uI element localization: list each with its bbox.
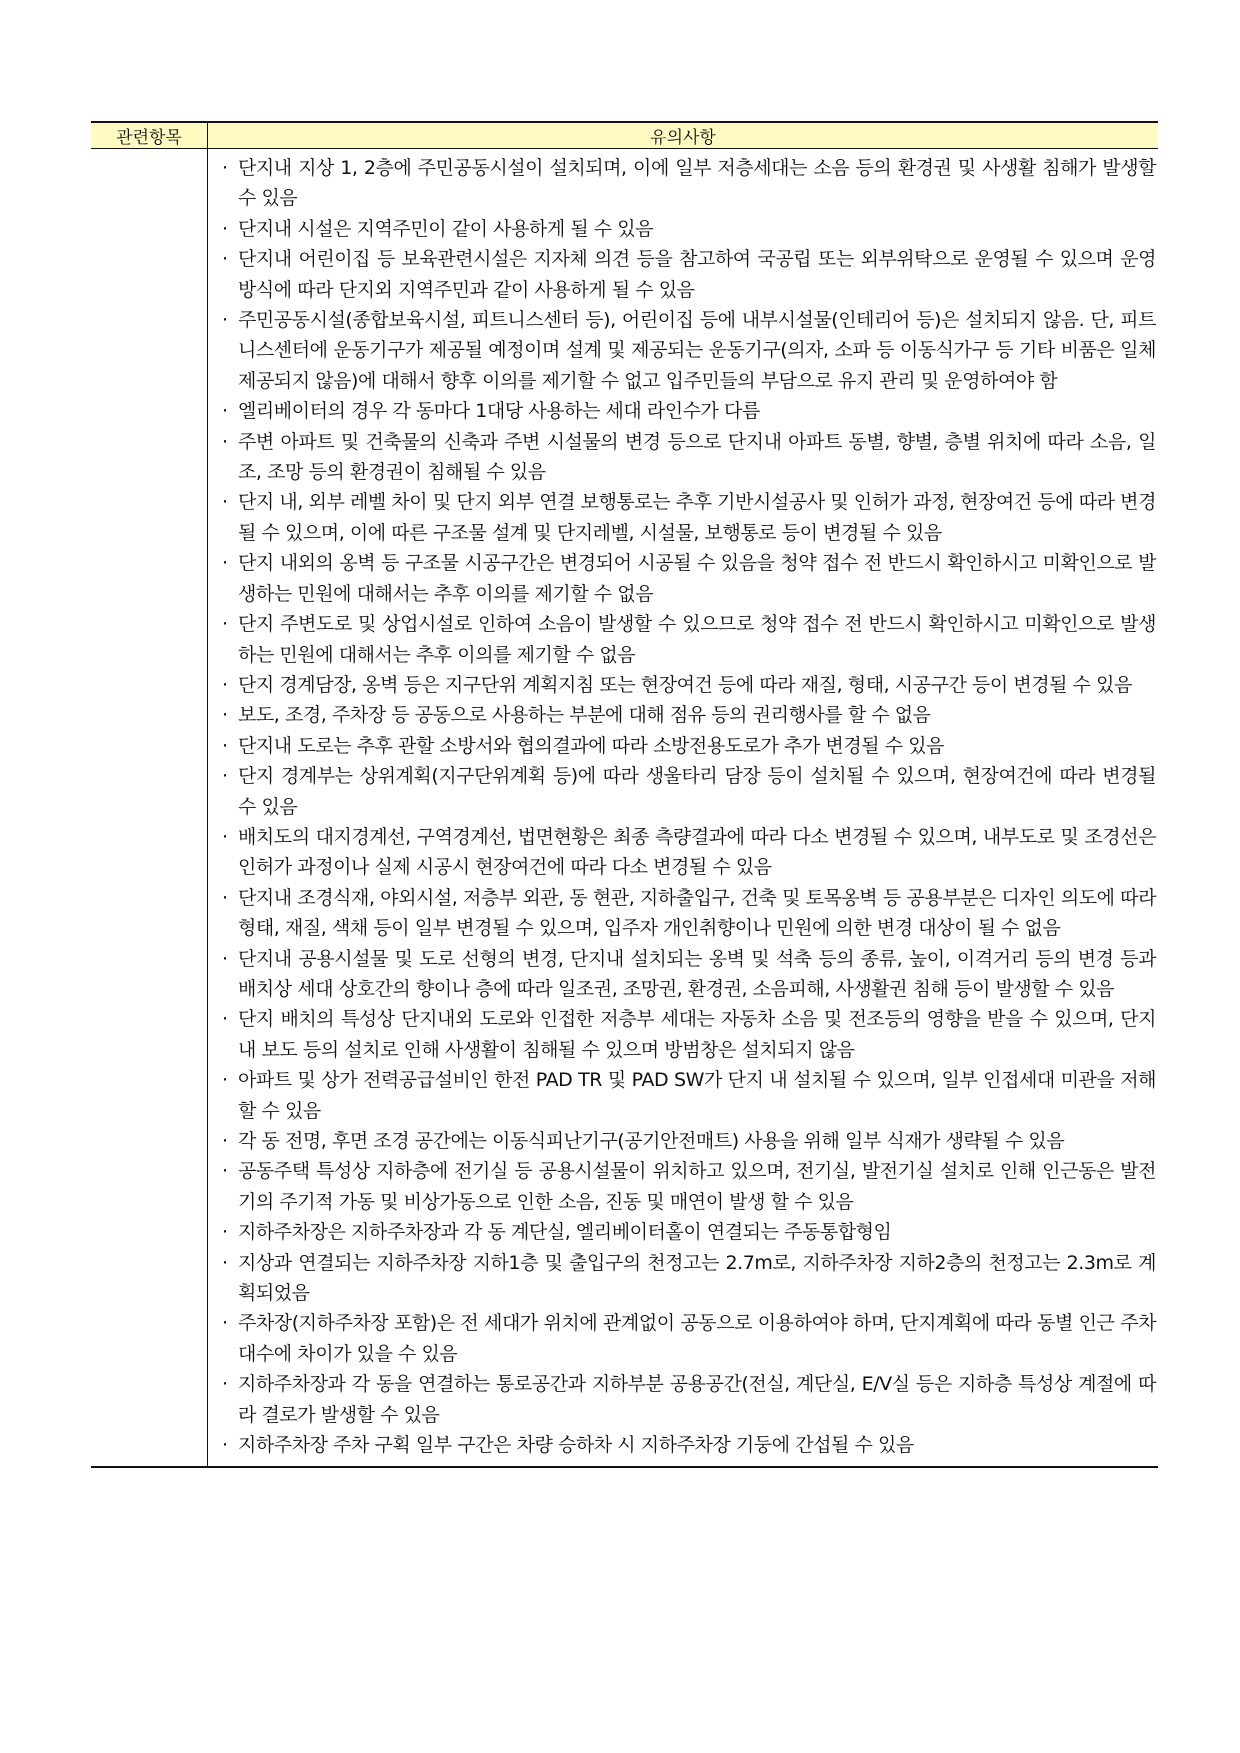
table-header-row	[91, 122, 1158, 149]
note-item: · 지상과 연결되는 지하주차장 지하1층 및 출입구의 천정고는 2.7m로, 지하주차장 지하2층의 천정고는 2.3m로 계획되었음	[222, 1248, 1156, 1309]
note-item: · 주민공동시설(종합보육시설, 피트니스센터 등), 어린이집 등에 내부시설물(인테리어 등)은 설치되지 않음. 단, 피트니스센터에 운동기구가 제공될 예정이며 설계 및 제공되는 운동기구(의자, 소파 등 이동식가구 등 기타 비품은 일체 제공되지 않음)에 대해서 향후 이의를 제기할 수 없고 입주민들의 부담으로 유지 관리 및 운영하여야 함	[222, 305, 1156, 396]
notice-table	[91, 121, 1158, 1468]
note-item: · 단지내 공용시설물 및 도로 선형의 변경, 단지내 설치되는 옹벽 및 석축 등의 종류, 높이, 이격거리 등의 변경 등과 배치상 세대 상호간의 향이나 층에 따라 일조권, 조망권, 환경권, 소음피해, 사생활권 침해 등이 발생할 수 있음	[222, 944, 1156, 1005]
note-item: · 엘리베이터의 경우 각 동마다 1대당 사용하는 세대 라인수가 다름	[222, 396, 1156, 426]
header-related-item: 관련항목	[91, 122, 208, 149]
note-item: · 주차장(지하주차장 포함)은 전 세대가 위치에 관계없이 공동으로 이용하여야 하며, 단지계획에 따라 동별 인근 주차대수에 차이가 있을 수 있음	[222, 1308, 1156, 1369]
notes-list	[222, 153, 1156, 1460]
note-item: · 보도, 조경, 주차장 등 공동으로 사용하는 부분에 대해 점유 등의 권리행사를 할 수 없음	[222, 700, 1156, 730]
note-item: · 단지내 조경식재, 야외시설, 저층부 외관, 동 현관, 지하출입구, 건축 및 토목옹벽 등 공용부분은 디자인 의도에 따라 형태, 재질, 색채 등이 일부 변경될 수 있으며, 입주자 개인취향이나 민원에 의한 변경 대상이 될 수 없음	[222, 883, 1156, 944]
note-item: · 각 동 전명, 후면 조경 공간에는 이동식피난기구(공기안전매트) 사용을 위해 일부 식재가 생략될 수 있음	[222, 1126, 1156, 1156]
note-item: · 단지 주변도로 및 상업시설로 인하여 소음이 발생할 수 있으므로 청약 접수 전 반드시 확인하시고 미확인으로 발생하는 민원에 대해서는 추후 이의를 제기할 수 없음	[222, 609, 1156, 670]
note-item: · 배치도의 대지경계선, 구역경계선, 법면현황은 최종 측량결과에 따라 다소 변경될 수 있으며, 내부도로 및 조경선은 인허가 과정이나 실제 시공시 현장여건에 따라 다소 변경될 수 있음	[222, 822, 1156, 883]
table-row	[91, 149, 1158, 1468]
note-item: · 단지 경계담장, 옹벽 등은 지구단위 계획지침 또는 현장여건 등에 따라 재질, 형태, 시공구간 등이 변경될 수 있음	[222, 670, 1156, 700]
note-item: · 단지내 지상 1, 2층에 주민공동시설이 설치되며, 이에 일부 저층세대는 소음 등의 환경권 및 사생활 침해가 발생할 수 있음	[222, 153, 1156, 214]
note-item: · 단지 배치의 특성상 단지내외 도로와 인접한 저층부 세대는 자동차 소음 및 전조등의 영향을 받을 수 있으며, 단지내 보도 등의 설치로 인해 사생활이 침해될 수 있으며 방범창은 설치되지 않음	[222, 1004, 1156, 1065]
note-item: · 지하주차장은 지하주차장과 각 동 계단실, 엘리베이터홀이 연결되는 주동통합형임	[222, 1217, 1156, 1247]
note-item: · 공동주택 특성상 지하층에 전기실 등 공용시설물이 위치하고 있으며, 전기실, 발전기실 설치로 인해 인근동은 발전기의 주기적 가동 및 비상가동으로 인한 소음, 진동 및 매연이 발생 할 수 있음	[222, 1156, 1156, 1217]
note-item: · 지하주차장 주차 구획 일부 구간은 차량 승하차 시 지하주차장 기둥에 간섭될 수 있음	[222, 1430, 1156, 1460]
notes-cell	[208, 149, 1159, 1468]
note-item: · 단지 내, 외부 레벨 차이 및 단지 외부 연결 보행통로는 추후 기반시설공사 및 인허가 과정, 현장여건 등에 따라 변경될 수 있으며, 이에 따른 구조물 설계 및 단지레벨, 시설물, 보행통로 등이 변경될 수 있음	[222, 487, 1156, 548]
note-item: · 단지내 어린이집 등 보육관련시설은 지자체 의견 등을 참고하여 국공립 또는 외부위탁으로 운영될 수 있으며 운영방식에 따라 단지외 지역주민과 같이 사용하게 될 수 있음	[222, 244, 1156, 305]
header-precautions: 유의사항	[208, 122, 1159, 149]
related-item-cell	[91, 149, 208, 1468]
note-item: · 단지 경계부는 상위계획(지구단위계획 등)에 따라 생울타리 담장 등이 설치될 수 있으며, 현장여건에 따라 변경될 수 있음	[222, 761, 1156, 822]
note-item: · 단지 내외의 옹벽 등 구조물 시공구간은 변경되어 시공될 수 있음을 청약 접수 전 반드시 확인하시고 미확인으로 발생하는 민원에 대해서는 추후 이의를 제기할 수 없음	[222, 548, 1156, 609]
note-item: · 주변 아파트 및 건축물의 신축과 주변 시설물의 변경 등으로 단지내 아파트 동별, 향별, 층별 위치에 따라 소음, 일조, 조망 등의 환경권이 침해될 수 있음	[222, 427, 1156, 488]
note-item: · 단지내 도로는 추후 관할 소방서와 협의결과에 따라 소방전용도로가 추가 변경될 수 있음	[222, 731, 1156, 761]
note-item: · 아파트 및 상가 전력공급설비인 한전 PAD TR 및 PAD SW가 단지 내 설치될 수 있으며, 일부 인접세대 미관을 저해할 수 있음	[222, 1065, 1156, 1126]
note-item: · 단지내 시설은 지역주민이 같이 사용하게 될 수 있음	[222, 214, 1156, 244]
note-item: · 지하주차장과 각 동을 연결하는 통로공간과 지하부분 공용공간(전실, 계단실, E/V실 등은 지하층 특성상 계절에 따라 결로가 발생할 수 있음	[222, 1369, 1156, 1430]
